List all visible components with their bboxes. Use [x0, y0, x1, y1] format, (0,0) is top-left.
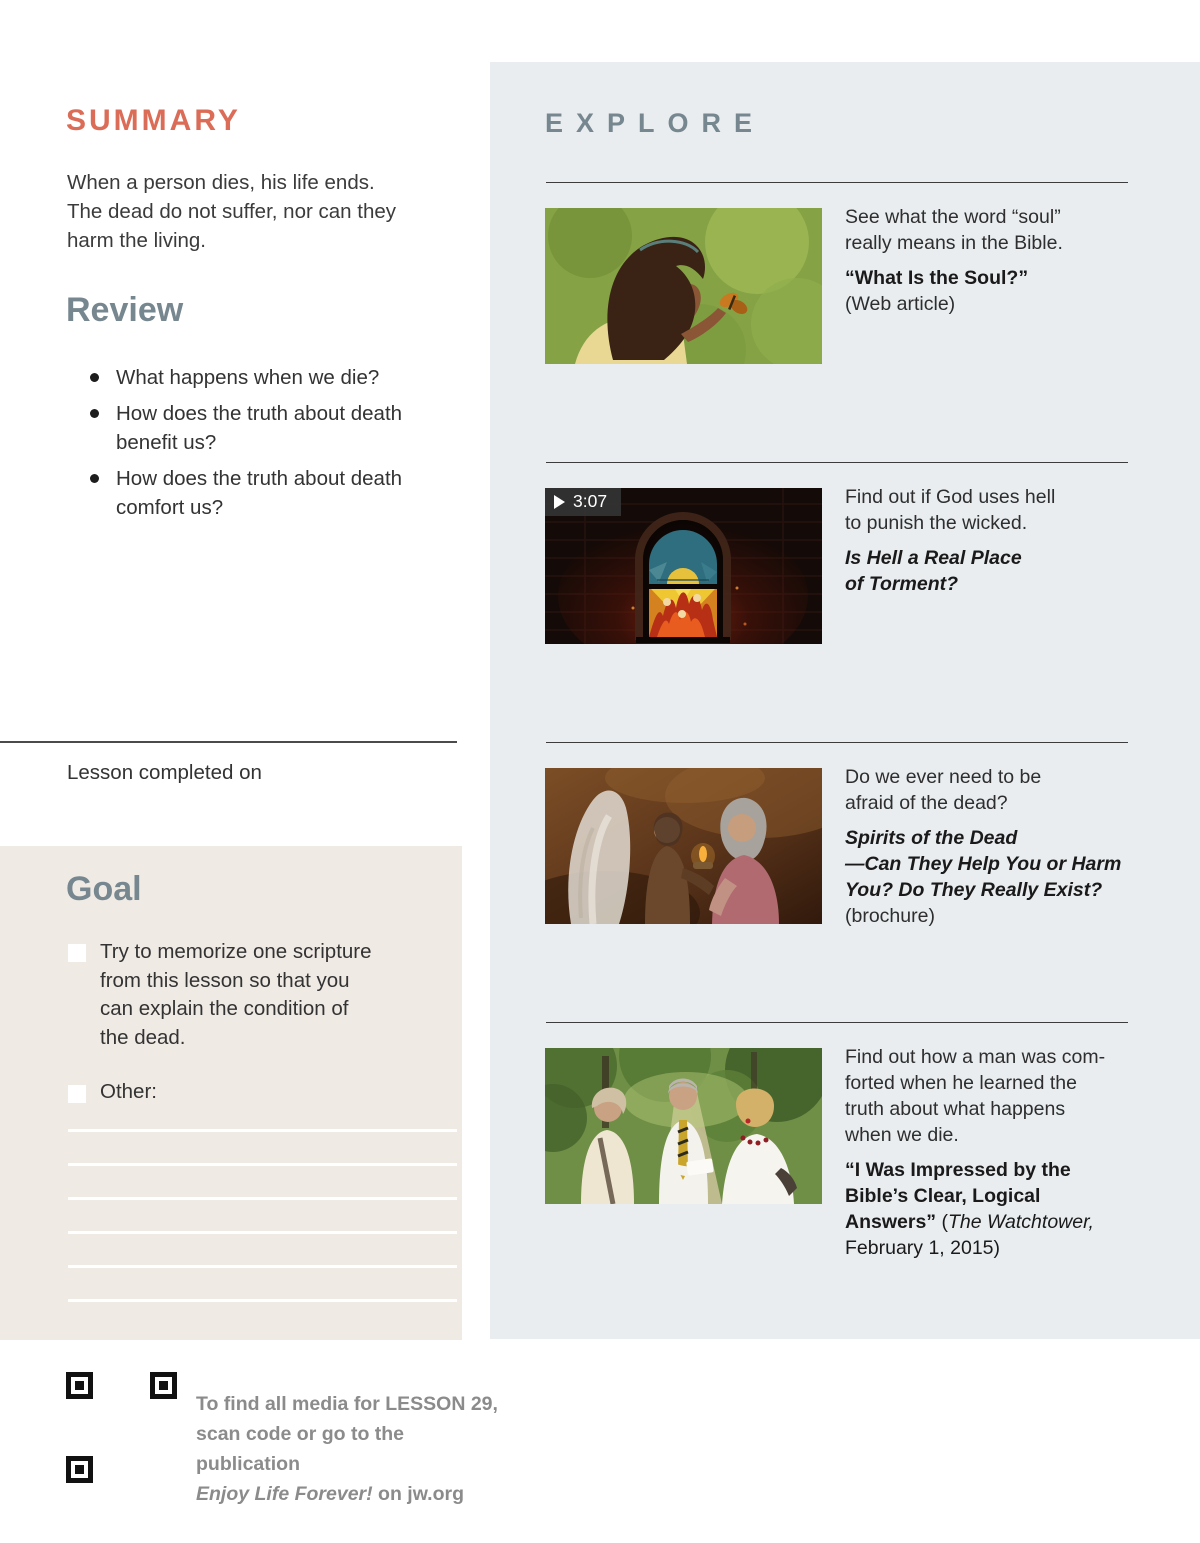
- section-divider: [546, 182, 1128, 183]
- qr-finder-icon: [150, 1372, 177, 1399]
- bullet-icon: [90, 373, 99, 382]
- qr-caption-line2: scan code or go to the publication: [196, 1423, 405, 1475]
- qr-caption-suffix: on jw.org: [372, 1483, 464, 1505]
- qr-finder-icon: [66, 1456, 93, 1483]
- summary-body: When a person dies, his life ends. The dead do not suffer, nor can they harm the living.: [67, 171, 396, 252]
- section-divider: [546, 1022, 1128, 1023]
- qr-code: [66, 1372, 177, 1483]
- review-question: [90, 464, 460, 522]
- spirits-brochure-thumbnail[interactable]: [545, 768, 822, 924]
- review-question-list: [90, 363, 460, 529]
- goal-other-label: Other:: [100, 1080, 157, 1103]
- qr-finder-icon: [66, 1372, 93, 1399]
- explore-item-title[interactable]: [845, 1157, 1145, 1261]
- qr-caption: [196, 1389, 506, 1509]
- bullet-icon: [90, 409, 99, 418]
- explore-item-description: Do we ever need to be afraid of the dead?: [845, 766, 1042, 814]
- explore-item-hell-video: [545, 482, 1165, 712]
- writing-line: [68, 1231, 457, 1234]
- writing-line: [68, 1299, 457, 1302]
- section-divider: [546, 742, 1128, 743]
- review-heading: Review: [66, 291, 184, 329]
- goal-box: [0, 846, 462, 1340]
- review-question-text: How does the truth about death comfort us?: [116, 467, 403, 519]
- explore-item-watchtower-article: [545, 1042, 1165, 1272]
- explore-item-description: Find out how a man was com- forted when he learned the truth about what happens when we die.: [845, 1046, 1106, 1146]
- goal-other-checkbox[interactable]: [68, 1085, 86, 1103]
- review-question: [90, 399, 460, 457]
- review-question-text: What happens when we die?: [116, 366, 380, 389]
- video-duration: 3:07: [573, 491, 608, 511]
- publication-title: Enjoy Life Forever!: [196, 1483, 373, 1505]
- section-divider: [0, 741, 457, 743]
- qr-caption-line1: To find all media for LESSON 29,: [196, 1393, 498, 1415]
- explore-item-title[interactable]: Spirits of the Dead —Can They Help You or Harm You? Do They Really Exist?: [845, 827, 1122, 901]
- explore-item-soul-article: [545, 202, 1165, 432]
- goal-task-text: Try to memorize one scripture from this lesson so that you can explain the condition of the dead.: [100, 940, 372, 1049]
- lesson-completed-label: Lesson completed on: [67, 761, 262, 784]
- explore-item-title[interactable]: “What Is the Soul?”: [845, 267, 1029, 289]
- review-question-text: How does the truth about death benefit us?: [116, 402, 403, 454]
- hell-video-thumbnail[interactable]: [545, 488, 822, 644]
- explore-item-note: (Web article): [845, 293, 956, 315]
- explore-panel: [490, 62, 1200, 1339]
- soul-article-thumbnail[interactable]: [545, 208, 822, 364]
- bullet-icon: [90, 474, 99, 483]
- explore-item-note: (brochure): [845, 905, 935, 927]
- source-open-paren: (: [936, 1211, 948, 1233]
- article-title-text: “I Was Impressed by the Bible’s Clear, Logical Answers”: [845, 1159, 1071, 1233]
- explore-item-title[interactable]: Is Hell a Real Place of Torment?: [845, 547, 1022, 595]
- writing-line: [68, 1129, 457, 1132]
- explore-item-description: Find out if God uses hell to punish the wicked.: [845, 486, 1056, 534]
- writing-line: [68, 1265, 457, 1268]
- source-publication: The Watchtower,: [947, 1211, 1094, 1233]
- explore-item-spirits-brochure: [545, 762, 1165, 992]
- source-date: February 1, 2015): [845, 1237, 1001, 1259]
- watchtower-article-thumbnail[interactable]: [545, 1048, 822, 1204]
- summary-heading: SUMMARY: [66, 104, 241, 137]
- explore-item-description: See what the word “soul” really means in the Bible.: [845, 206, 1063, 254]
- video-duration-badge: [545, 488, 621, 516]
- park-conversation-illustration: [545, 1048, 822, 1204]
- writing-line: [68, 1197, 457, 1200]
- play-icon: [554, 495, 565, 509]
- section-divider: [546, 462, 1128, 463]
- goal-task-checkbox[interactable]: [68, 944, 86, 962]
- goal-heading: Goal: [66, 870, 142, 908]
- writing-line: [68, 1163, 457, 1166]
- girl-butterfly-illustration: [545, 208, 822, 364]
- spirit-apparition-illustration: [545, 768, 822, 924]
- explore-heading: EXPLORE: [545, 108, 766, 138]
- review-question: [90, 363, 460, 392]
